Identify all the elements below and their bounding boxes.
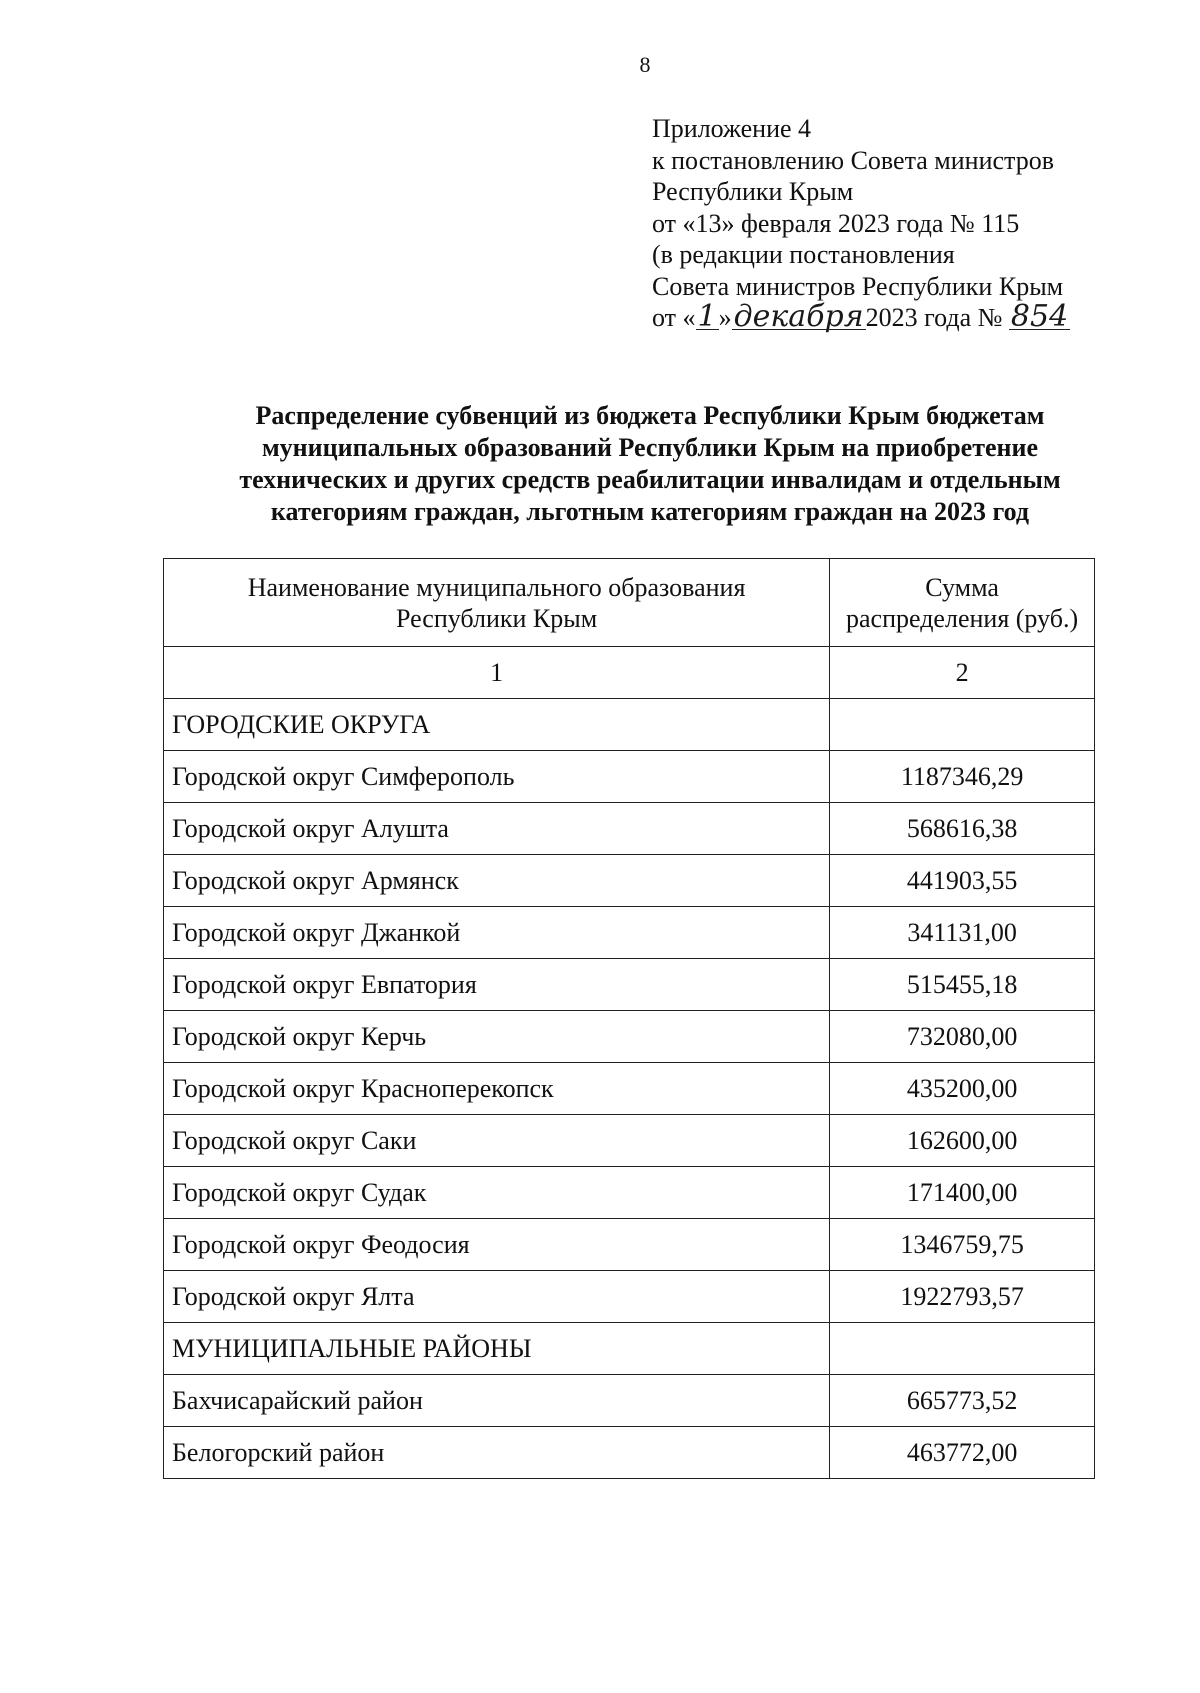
handwritten-month: декабря [733, 299, 864, 334]
header-sum-line: Сумма [925, 572, 999, 602]
table-row [164, 959, 1095, 1011]
row-sum-cell: 435200,00 [830, 1063, 1095, 1115]
table-row [164, 1011, 1095, 1063]
title-line: муниципальных образований Республики Крым на приобретение [261, 433, 1039, 462]
row-sum-cell: 463772,00 [830, 1427, 1095, 1479]
table-row [164, 699, 1095, 751]
appendix-line: Приложение 4 [652, 114, 812, 143]
table-row [164, 1375, 1095, 1427]
appendix-date-line [652, 299, 1070, 334]
row-name-cell: Городской округ Алушта [164, 803, 830, 855]
row-sum-cell: 665773,52 [830, 1375, 1095, 1427]
row-name-cell: ГОРОДСКИЕ ОКРУГА [164, 699, 830, 751]
table-row [164, 1115, 1095, 1167]
row-sum-cell: 1346759,75 [830, 1219, 1095, 1271]
row-name-cell: Городской округ Керчь [164, 1011, 830, 1063]
row-sum-cell [830, 1323, 1095, 1375]
row-name-cell: Городской округ Красноперекопск [164, 1063, 830, 1115]
appendix-block [652, 113, 1070, 334]
appendix-line: Совета министров Республики Крым [652, 271, 1064, 301]
handwritten-day: 1 [697, 299, 717, 334]
row-name-cell: Городской округ Джанкой [164, 907, 830, 959]
column-number: 2 [830, 647, 1095, 699]
title-line: Распределение субвенций из бюджета Республики Крым бюджетам [255, 401, 1045, 430]
row-sum-cell: 568616,38 [830, 803, 1095, 855]
table-row [164, 1219, 1095, 1271]
document-title [150, 400, 1150, 528]
row-name-cell: Бахчисарайский район [164, 1375, 830, 1427]
row-sum-cell: 1187346,29 [830, 751, 1095, 803]
table-row [164, 803, 1095, 855]
row-sum-cell [830, 699, 1095, 751]
header-name-cell [164, 559, 830, 647]
appendix-line: (в редакции постановления [652, 240, 955, 269]
page-number: 8 [639, 52, 651, 77]
date-prefix: от « [652, 303, 696, 332]
row-sum-cell: 441903,55 [830, 855, 1095, 907]
row-sum-cell: 171400,00 [830, 1167, 1095, 1219]
row-name-cell: МУНИЦИПАЛЬНЫЕ РАЙОНЫ [164, 1323, 830, 1375]
row-sum-cell: 162600,00 [830, 1115, 1095, 1167]
row-name-cell: Городской округ Симферополь [164, 751, 830, 803]
row-name-cell: Белогорский район [164, 1427, 830, 1479]
header-sum-cell [830, 559, 1095, 647]
row-name-cell: Городской округ Саки [164, 1115, 830, 1167]
column-number: 1 [164, 647, 830, 699]
table-header-row [164, 559, 1095, 647]
table-row [164, 1271, 1095, 1323]
handwritten-number: 854 [1010, 299, 1069, 334]
table-row [164, 1167, 1095, 1219]
appendix-line: Республики Крым [652, 177, 854, 206]
table-row [164, 751, 1095, 803]
table-body [164, 699, 1095, 1479]
row-name-cell: Городской округ Армянск [164, 855, 830, 907]
table-row [164, 1323, 1095, 1375]
header-sum-line: распределения (руб.) [846, 603, 1079, 633]
appendix-line: к постановлению Совета министров [652, 145, 1054, 175]
date-quote: » [718, 303, 732, 332]
distribution-table [163, 558, 1095, 1479]
row-name-cell: Городской округ Судак [164, 1167, 830, 1219]
table-row [164, 855, 1095, 907]
row-sum-cell: 341131,00 [830, 907, 1095, 959]
title-line: категориям граждан, льготным категориям граждан на 2023 год [270, 497, 1030, 526]
column-number-row [164, 647, 1095, 699]
table-row [164, 907, 1095, 959]
header-name-line: Наименование муниципального образования [247, 572, 746, 602]
row-sum-cell: 1922793,57 [830, 1271, 1095, 1323]
row-sum-cell: 732080,00 [830, 1011, 1095, 1063]
header-name-line: Республики Крым [395, 603, 598, 633]
row-sum-cell: 515455,18 [830, 959, 1095, 1011]
table-row [164, 1427, 1095, 1479]
date-year: 2023 года № [865, 303, 1003, 332]
row-name-cell: Городской округ Феодосия [164, 1219, 830, 1271]
table-row [164, 1063, 1095, 1115]
appendix-line: от «13» февраля 2023 года № 115 [652, 208, 1020, 238]
title-line: технических и других средств реабилитации инвалидам и отдельным [239, 465, 1061, 494]
row-name-cell: Городской округ Евпатория [164, 959, 830, 1011]
row-name-cell: Городской округ Ялта [164, 1271, 830, 1323]
